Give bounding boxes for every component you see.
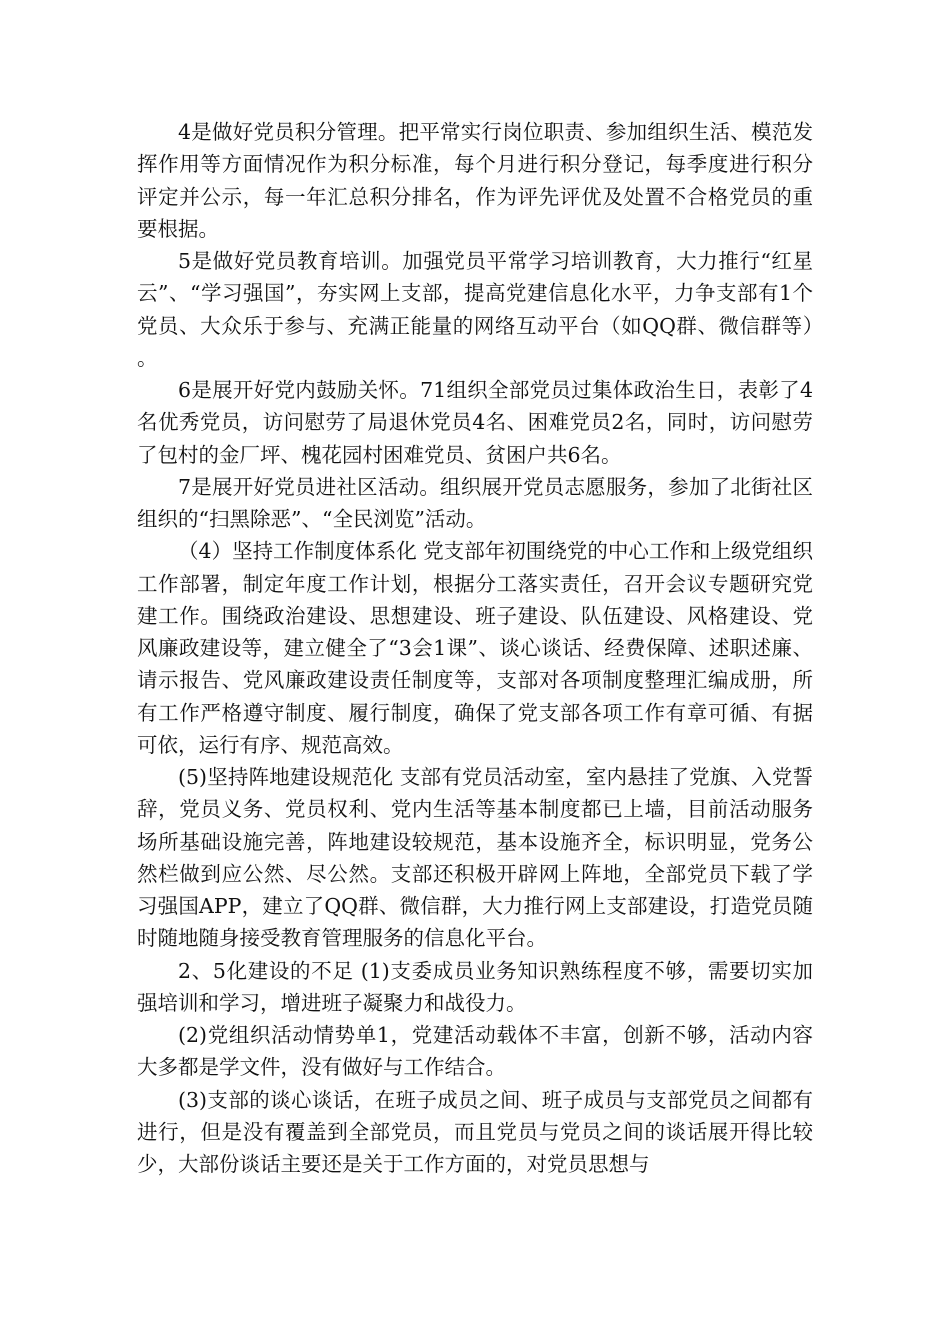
paragraph-shortcomings-1: 2、5化建设的不足 (1)支委成员业务知识熟练程度不够，需要切实加强培训和学习，增进班子凝聚力和战役力。 <box>137 958 813 1015</box>
paragraph-care-encouragement: 6是展开好党内鼓励关怀。71组织全部党员过集体政治生日，表彰了4名优秀党员，访问慰劳了局退休党员4名、困难党员2名，同时，访问慰劳了包村的金厂坪、槐花园村困难党员、贫困户共6名。 <box>137 378 813 467</box>
paragraph-shortcomings-2: (2)党组织活动情势单1，党建活动载体不丰富，创新不够，活动内容大多都是学文件，没有做好与工作结合。 <box>137 1023 813 1080</box>
paragraph-education-training: 5是做好党员教育培训。加强党员平常学习培训教育，大力推行“红星云”、“学习强国”，夯实网上支部，提高党建信息化水平，力争支部有1个党员、大众乐于参与、充满正能量的网络互动平台（如QQ群、微信群等）。 <box>137 249 813 370</box>
paragraph-points-management: 4是做好党员积分管理。把平常实行岗位职责、参加组织生活、模范发挥作用等方面情况作为积分标准，每个月进行积分登记，每季度进行积分评定并公示，每一年汇总积分排名，作为评先评优及处置不合格党员的重要根据。 <box>137 120 813 241</box>
paragraph-system-institutionalization: （4）坚持工作制度体系化 党支部年初围绕党的中心工作和上级党组织工作部署，制定年度工作计划，根据分工落实责任，召开会议专题研究党建工作。围绕政治建设、思想建设、班子建设、队伍建设、风格建设、党风廉政建设等，建立健全了“3会1课”、谈心谈话、经费保障、述职述廉、请示报告、党风廉政建设责任制度等，支部对各项制度整理汇编成册，所有工作严格遵守制度、履行制度，确保了党支部各项工作有章可循、有据可依，运行有序、规范高效。 <box>137 539 813 757</box>
paragraph-position-standardization: (5)坚持阵地建设规范化 支部有党员活动室，室内悬挂了党旗、入党誓辞，党员义务、党员权利、党内生活等基本制度都已上墙，目前活动服务场所基础设施完善，阵地建设较规范，基本设施齐全，标识明显，党务公然栏做到应公然、尽公然。支部还积极开辟网上阵地，全部党员下载了学习强国APP，建立了QQ群、微信群，大力推行网上支部建设，打造党员随时随地随身接受教育管理服务的信息化平台。 <box>137 765 813 951</box>
document-body <box>137 116 813 1180</box>
paragraph-community-activities: 7是展开好党员进社区活动。组织展开党员志愿服务，参加了北街社区组织的“扫黑除恶”、“全民浏览”活动。 <box>137 474 813 531</box>
paragraph-shortcomings-3: (3)支部的谈心谈话，在班子成员之间、班子成员与支部党员之间都有进行，但是没有覆盖到全部党员，而且党员与党员之间的谈话展开得比较少，大部份谈话主要还是关于工作方面的，对党员思想与 <box>137 1087 813 1176</box>
